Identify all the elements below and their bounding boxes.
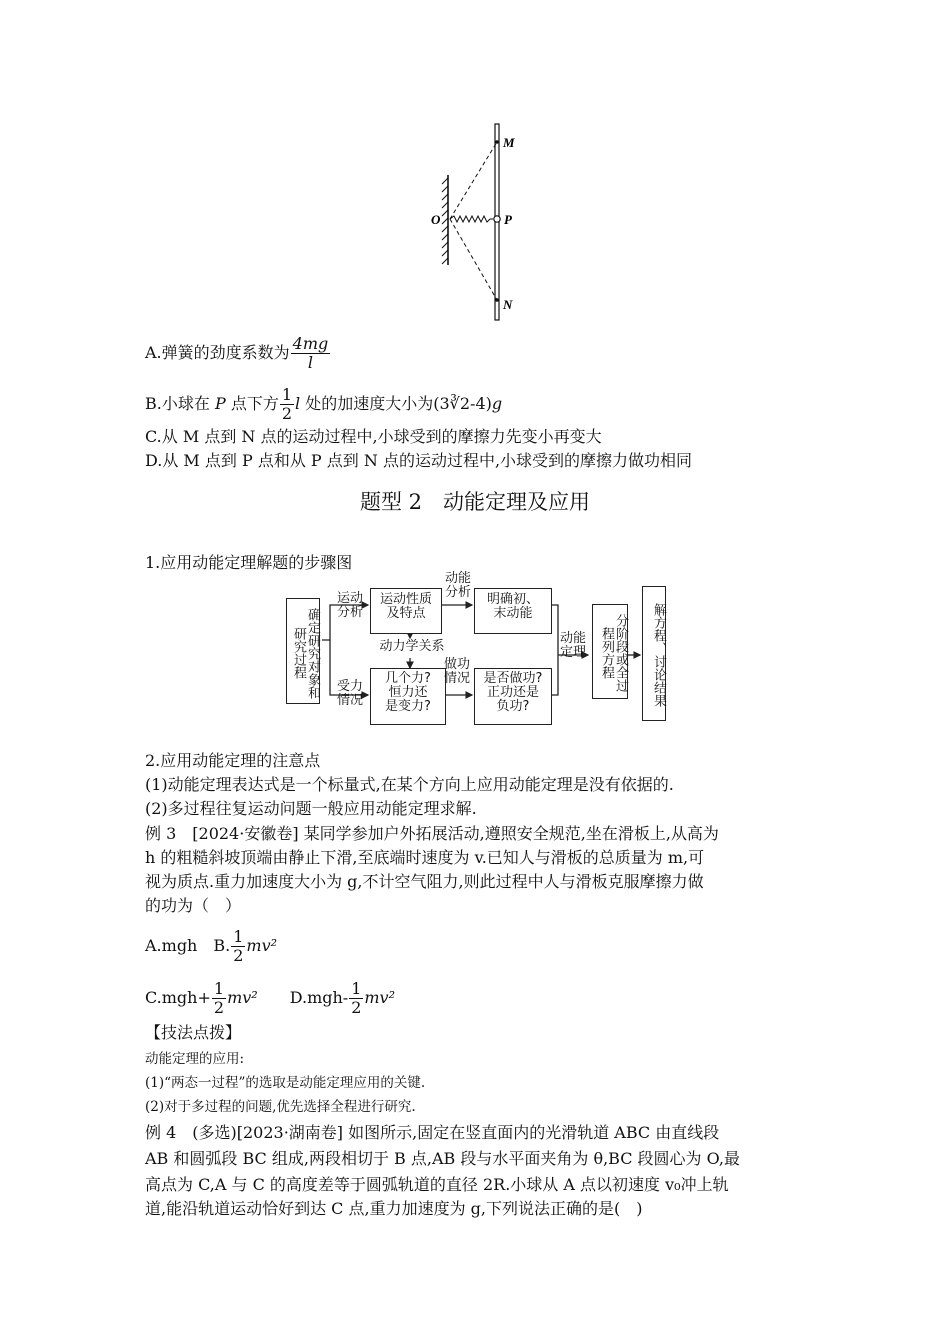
label-N: N <box>503 297 513 312</box>
option-d: D.从 M 点到 P 点和从 P 点到 N 点的运动过程中,小球受到的摩擦力做功相同 <box>145 451 693 470</box>
option-c: C.从 M 点到 N 点的运动过程中,小球受到的摩擦力先变小再变大 <box>145 427 602 446</box>
label-P: P <box>504 212 512 227</box>
tips-line-2: (2)对于多过程的问题,优先选择全程进行研究. <box>145 1099 416 1115</box>
note-2: (2)多过程往复运动问题一般应用动能定理求解. <box>145 799 477 818</box>
item-2-heading: 2.应用动能定理的注意点 <box>145 751 321 770</box>
example-3-line-3: 视为质点.重力加速度大小为 g,不计空气阻力,则此过程中人与滑板克服摩擦力做 <box>145 872 704 891</box>
section-title: 题型 2 动能定理及应用 <box>359 490 591 514</box>
item-1-heading: 1.应用动能定理解题的步骤图 <box>145 553 353 572</box>
option-b: B.小球在 P 点下方 $\frac{1}{2}$ l 处的加速度大小为(3∛2-4)g <box>145 385 503 423</box>
flow-box-kinetic: 明确初、 末动能 <box>474 588 552 634</box>
flow-label-motion: 运动 分析 <box>336 591 363 620</box>
label-O: O <box>431 212 441 227</box>
tips-line-0: 动能定理的应用: <box>145 1051 245 1067</box>
flow-label-dynamics: 动力学关系 <box>379 639 445 654</box>
flow-label-energy: 动能 分析 <box>444 571 471 600</box>
flow-box-solve: 解方程、讨论结果 <box>642 586 666 721</box>
example-3-line-1: 例 3 [2024·安徽卷] 某同学参加户外拓展活动,遵照安全规范,坐在滑板上,从高为 <box>145 824 719 843</box>
example-3-options-ab: A.mgh B. $\frac{1}{2}$ mv² <box>145 927 278 965</box>
example-3-options-cd: C.mgh+ $\frac{1}{2}$ mv² D.mgh- $\frac{1}{2}$ mv² <box>145 979 395 1017</box>
flow-box-forces: 几个力? 恒力还 是变力? <box>370 668 446 725</box>
example-4-line-4: 道,能沿轨道运动恰好到达 C 点,重力加速度为 g,下列说法正确的是( ) <box>145 1199 643 1218</box>
example-4-line-3: 高点为 C,A 与 C 的高度差等于圆弧轨道的直径 2R.小球从 A 点以初速度 v₀冲上轨 <box>145 1175 729 1194</box>
example-4-line-2: AB 和圆弧段 BC 组成,两段相切于 B 点,AB 段与水平面夹角为 θ,BC 段圆心为 O,最 <box>145 1149 740 1168</box>
flowchart <box>280 571 680 725</box>
flow-label-theorem: 动能 定理 <box>559 631 586 660</box>
example-4-line-1: 例 4 (多选)[2023·湖南卷] 如图所示,固定在竖直面内的光滑轨道 ABC 由直线段 <box>145 1123 720 1142</box>
spring-rod-figure <box>420 120 530 325</box>
flow-box-equation: 分阶段或全过程列方程 <box>592 604 628 699</box>
tips-line-1: (1)“两态一过程”的选取是动能定理应用的关键. <box>145 1075 426 1091</box>
label-M: M <box>503 135 515 150</box>
flow-box-work: 是否做功? 正功还是 负功? <box>474 668 552 725</box>
option-a: A.弹簧的劲度系数为 $\frac{4mg}{l}$ <box>145 334 329 372</box>
tips-heading: 【技法点拨】 <box>145 1023 242 1042</box>
example-3-line-4: 的功为（ ） <box>145 896 242 915</box>
example-3-line-2: h 的粗糙斜坡顶端由静止下滑,至底端时速度为 v.已知人与滑板的总质量为 m,可 <box>145 848 705 867</box>
flow-box-motion: 运动性质 及特点 <box>370 588 442 634</box>
flow-box-research: 确定研究对象和研究过程 <box>286 598 320 704</box>
flow-label-force: 受力 情况 <box>336 679 363 708</box>
note-1: (1)动能定理表达式是一个标量式,在某个方向上应用动能定理是没有依据的. <box>145 775 674 794</box>
flow-label-work: 做功 情况 <box>443 657 470 686</box>
